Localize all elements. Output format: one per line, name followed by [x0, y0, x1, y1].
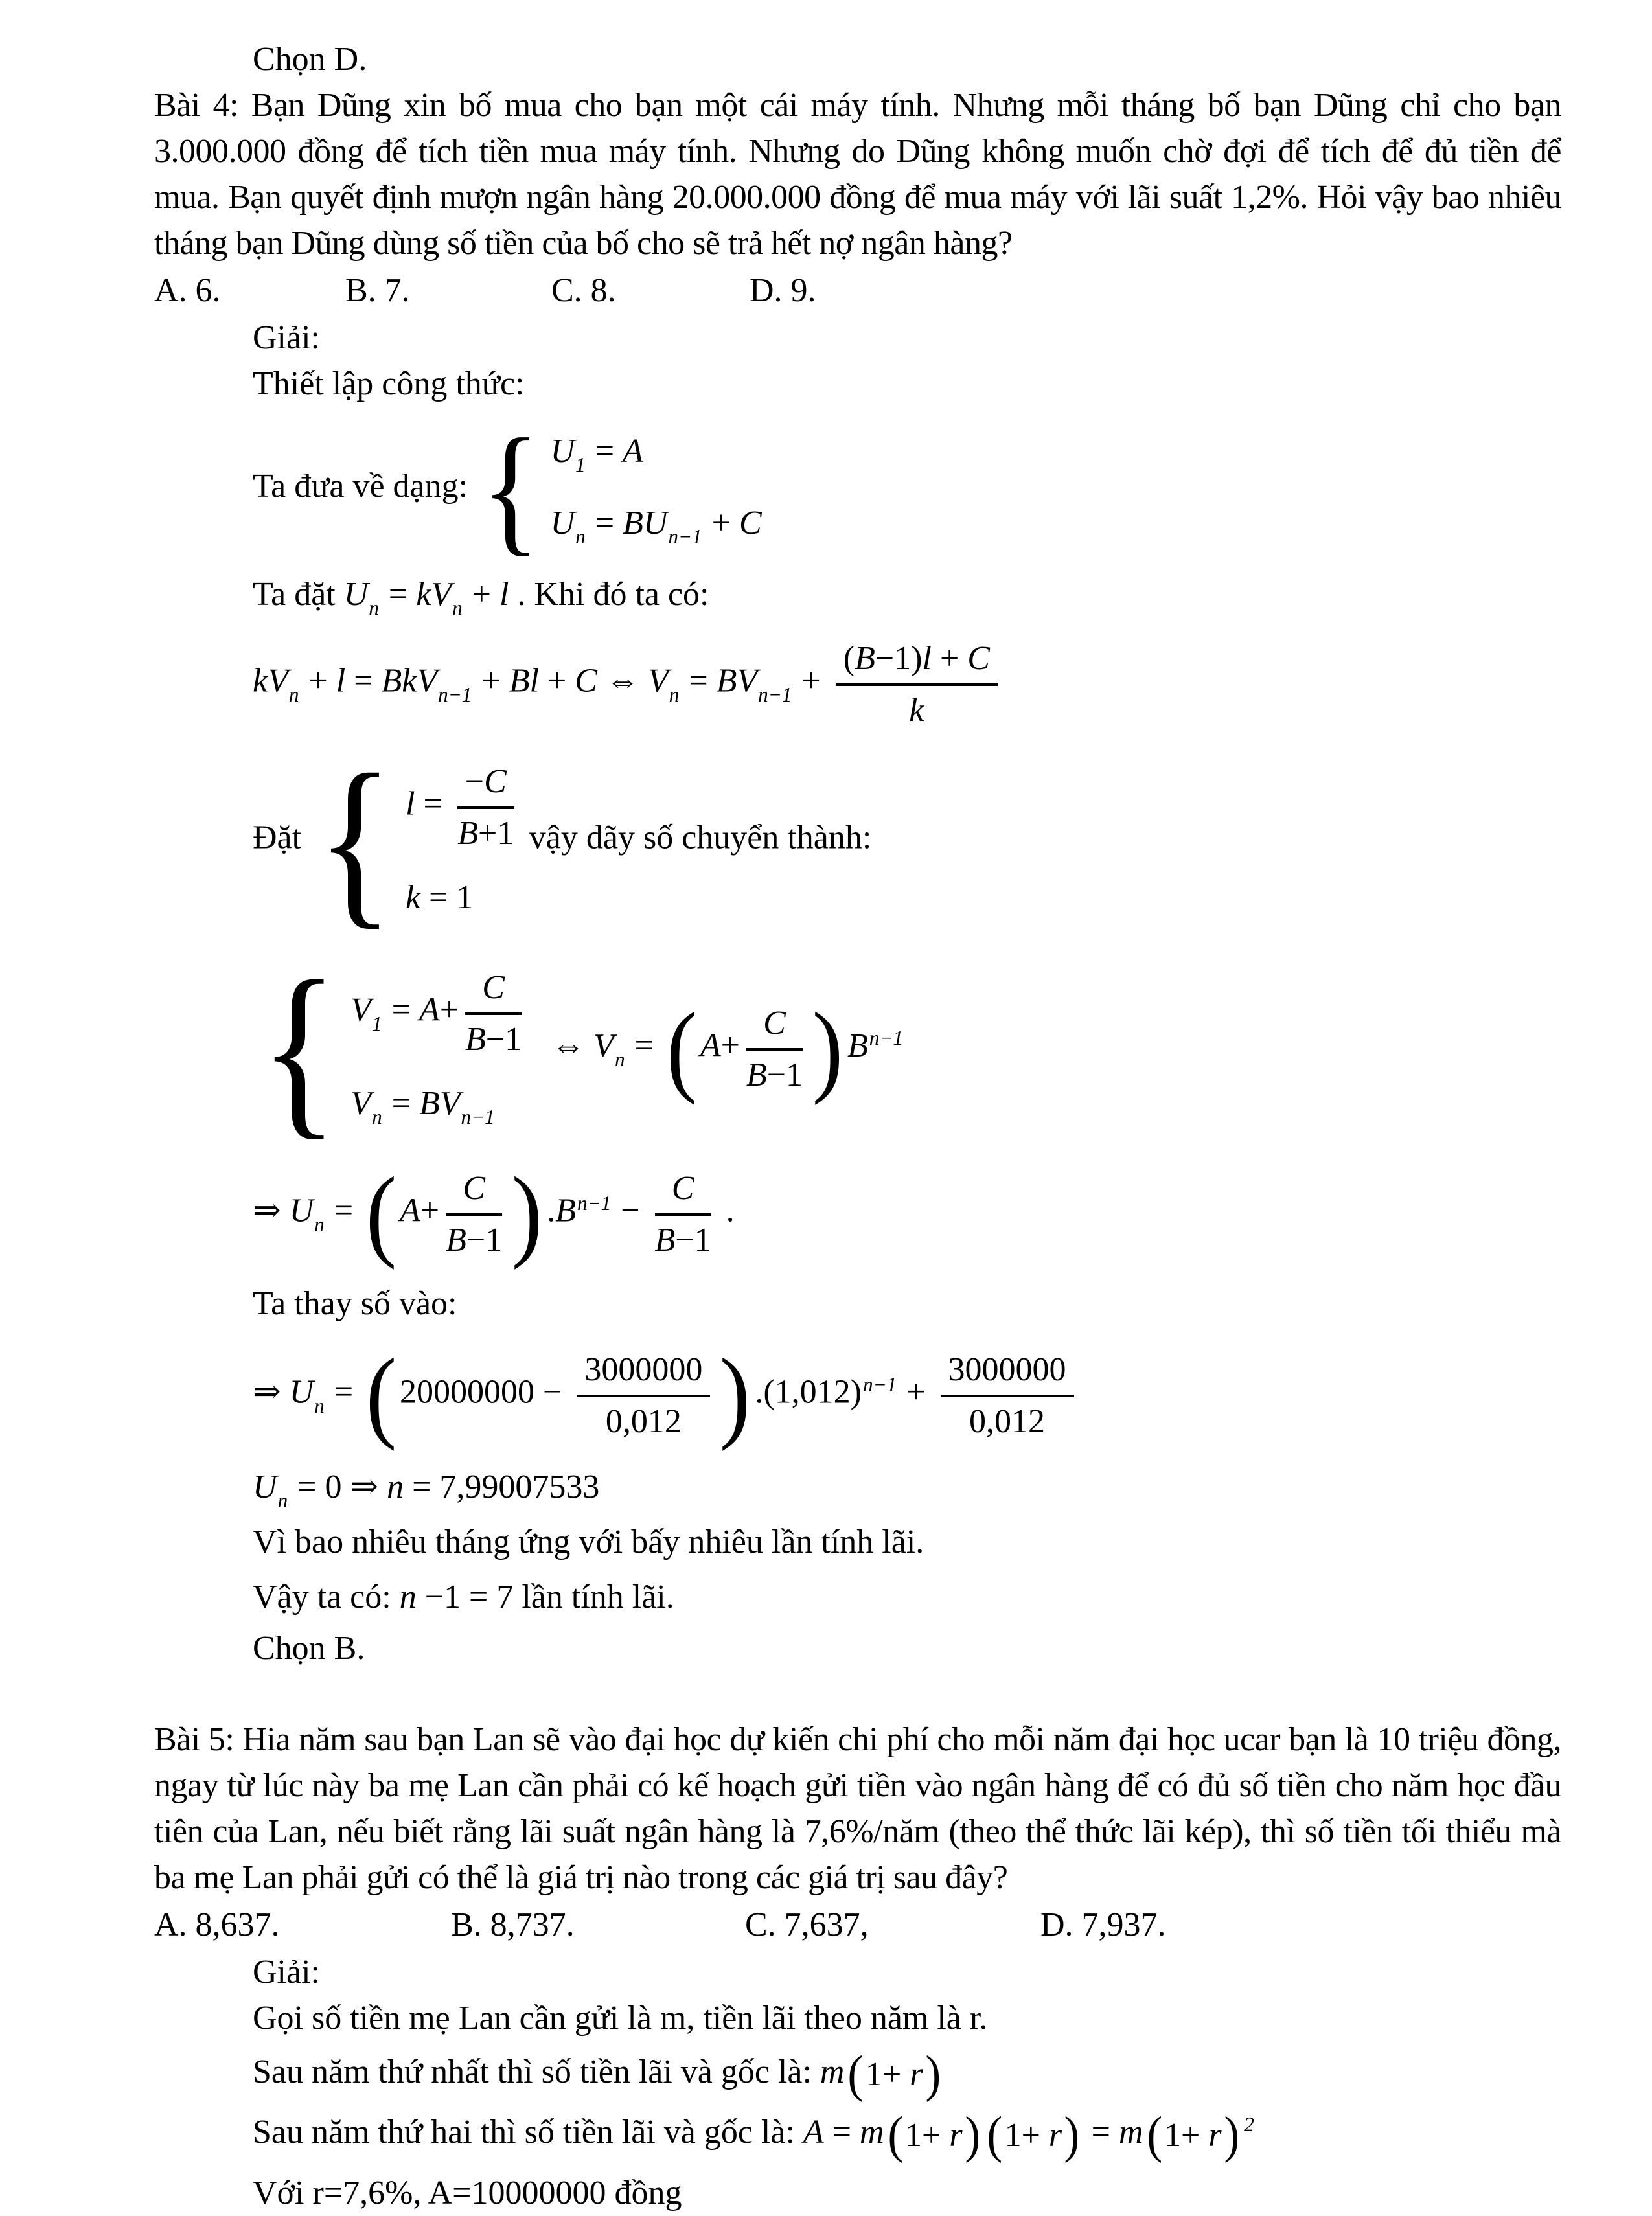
math-cases-system — [253, 941, 528, 1156]
math-variable: C — [671, 1170, 694, 1207]
math-text: 1+ — [1004, 2116, 1049, 2154]
math-text: − — [612, 1192, 648, 1229]
math-variable: A — [400, 1192, 420, 1229]
math-text: 1+ — [1164, 2116, 1209, 2154]
math-paren-group — [847, 2045, 941, 2103]
problem5-goi-line: Gọi số tiền mẹ Lan cần gửi là m, tiền lãi theo năm là r. — [253, 1999, 988, 2037]
formula-substitution-line — [253, 571, 1561, 621]
math-superscript: n−1 — [869, 1027, 903, 1050]
right-paren-glyph: ) — [1223, 2106, 1239, 2164]
math-text: = — [626, 1027, 662, 1065]
math-variable: l — [499, 575, 509, 613]
math-fraction — [446, 1168, 502, 1260]
math-variable: B — [457, 814, 478, 852]
right-paren-glyph: ) — [924, 2045, 941, 2103]
problem5-solution-label: Giải: — [253, 1953, 320, 1991]
math-variable: kV — [416, 575, 452, 613]
math-text: 0,012 — [969, 1403, 1046, 1441]
math-cases-system — [310, 736, 521, 946]
math-variable: A — [419, 991, 440, 1029]
problem4-note-line: Vì bao nhiêu tháng ứng với bấy nhiêu lần tính lãi. — [253, 1523, 924, 1560]
left-paren-glyph: ( — [666, 991, 698, 1106]
math-paren-group — [986, 2106, 1081, 2164]
math-text: Sau năm thứ nhất thì số tiền lãi và gốc là: — [253, 2053, 820, 2090]
left-brace-glyph: { — [316, 736, 394, 946]
math-variable: B — [555, 1192, 576, 1229]
math-case-rows — [350, 967, 528, 1131]
math-variable: U — [289, 1192, 314, 1229]
math-variable: C — [739, 504, 762, 542]
math-variable: C — [967, 639, 990, 677]
math-subscript: n — [288, 683, 299, 706]
math-text: 3000000 — [948, 1351, 1066, 1389]
math-subscript: n−1 — [461, 1106, 495, 1129]
math-text: 3000000 — [584, 1351, 703, 1389]
math-fraction — [746, 1003, 803, 1095]
math-text: + — [931, 639, 968, 677]
math-variable: l — [336, 662, 346, 700]
math-variable: U — [550, 504, 575, 542]
math-text: ⇔ — [551, 1027, 594, 1065]
math-text: = — [586, 504, 623, 542]
math-fraction — [457, 761, 514, 853]
problem5-options — [154, 1902, 1561, 1948]
math-text: = — [383, 1085, 419, 1123]
math-subscript: n−1 — [668, 525, 702, 548]
math-paren-content — [904, 2112, 964, 2158]
math-text: +1 — [478, 814, 514, 852]
math-variable: A — [623, 432, 643, 470]
left-paren-glyph: ( — [365, 1156, 397, 1271]
math-text: ( — [843, 639, 855, 677]
math-text: = 1 — [420, 879, 474, 917]
problem4-thay-so-line: Ta thay số vào: — [253, 1285, 457, 1323]
math-text: −1 — [675, 1221, 711, 1259]
math-variable: C — [463, 1170, 486, 1207]
math-variable: n — [387, 1468, 404, 1505]
math-variable: V — [593, 1027, 614, 1065]
math-text: Vậy ta có: — [253, 1578, 400, 1616]
math-text: 0,012 — [605, 1403, 682, 1440]
math-paren-group — [887, 2106, 981, 2164]
math-paren-content — [1163, 2112, 1223, 2158]
formula-year1 — [253, 2045, 1561, 2103]
right-paren-glyph: ) — [720, 1338, 751, 1452]
problem5-option-a: A. 8,637. — [154, 1906, 280, 1943]
math-subscript: n−1 — [438, 683, 472, 706]
math-text: = 0 ⇒ — [289, 1468, 387, 1505]
math-superscript: 2 — [1244, 2113, 1254, 2136]
math-variable: B — [654, 1221, 676, 1259]
math-variable: A — [700, 1027, 721, 1065]
math-cases-system — [476, 409, 762, 568]
math-variable: m — [860, 2114, 884, 2151]
problem4-option-c: C. 8. — [551, 272, 616, 309]
math-text: + — [439, 991, 459, 1029]
math-variable: U — [289, 1373, 314, 1411]
math-paren-group — [364, 1156, 544, 1271]
math-case-row — [350, 967, 528, 1059]
math-case-row — [406, 874, 473, 920]
formula-v-cases — [253, 941, 1561, 1156]
math-text: + — [473, 662, 509, 700]
math-subscript: n — [372, 1106, 382, 1129]
math-fraction — [941, 1349, 1074, 1441]
math-variable: U — [253, 1468, 277, 1505]
left-paren-glyph: ( — [887, 2106, 903, 2164]
math-variable: A — [803, 2114, 824, 2151]
math-text: .(1,012) — [755, 1373, 862, 1411]
formula-year2 — [253, 2106, 1561, 2164]
formula-un-zero — [253, 1464, 1561, 1514]
math-text: = — [415, 785, 451, 823]
math-fraction — [836, 638, 998, 730]
math-text: + — [793, 662, 829, 700]
math-case-row — [551, 500, 762, 550]
left-paren-glyph: ( — [847, 2045, 864, 2103]
problem4-option-a: A. 6. — [154, 272, 221, 309]
right-paren-glyph: ) — [1064, 2106, 1080, 2164]
problem5-values-line: Với r=7,6%, A=10000000 đồng — [253, 2175, 682, 2212]
math-variable: l — [922, 639, 932, 677]
math-text: = — [680, 662, 717, 700]
math-text: + — [420, 1192, 440, 1229]
math-variable: r — [1208, 2116, 1222, 2154]
math-text: 1+ — [905, 2116, 950, 2154]
problem5-statement: Bài 5: Hia năm sau bạn Lan sẽ vào đại học dự kiến chi phí cho mỗi năm đại học ucar bạn là 10 triệu đồng, ngay từ lúc này ba mẹ Lan cần phải có kế hoạch gửi tiền vào ngân hàng để có đủ số tiền cho năm học đầu tiên của Lan, nếu biết rằng lãi suất ngân hàng là 7,6%/năm (theo thể thức lãi kép), thì số tiền tối thiểu mà ba mẹ Lan phải gửi có thể là giá trị nào trong các giá trị sau đây? — [154, 1720, 1561, 1896]
formula-conclusion — [253, 1574, 1561, 1620]
math-text: ⇒ — [253, 1192, 290, 1229]
math-subscript: 1 — [575, 453, 586, 476]
math-text: ⇔ — [597, 662, 648, 700]
left-paren-glyph: ( — [987, 2106, 1003, 2164]
math-subscript: n — [669, 683, 680, 706]
math-variable: U — [343, 575, 369, 613]
formula-recurrence — [253, 638, 1561, 730]
math-paren-content — [699, 1003, 810, 1095]
math-variable: k — [406, 879, 421, 917]
formula-un-numeric — [253, 1338, 1561, 1452]
math-variable: C — [482, 968, 505, 1006]
math-text: + — [300, 662, 336, 700]
problem4-answer-line: Chọn B. — [253, 1629, 365, 1667]
math-text: . Khi đó ta có: — [509, 575, 709, 613]
math-subscript: n — [314, 1213, 325, 1236]
math-variable: V — [647, 662, 669, 700]
math-text: Đặt — [253, 819, 310, 857]
math-text: Ta đưa về dạng: — [253, 467, 477, 505]
problem4-statement: Bài 4: Bạn Dũng xin bố mua cho bạn một cái máy tính. Nhưng mỗi tháng bố bạn Dũng chỉ cho bạn 3.000.000 đồng để tích tiền mua máy tính. Nhưng do Dũng không muốn chờ đợi để tích để đủ tiền để mua. Bạn quyết định mượn ngân hàng 20.000.000 đồng để mua máy với lãi suất 1,2%. Hỏi vậy bao nhiêu tháng bạn Dũng dùng số tiền của bố cho sẽ trả hết nợ ngân hàng? — [154, 87, 1561, 262]
math-text: −1 — [766, 1057, 803, 1094]
math-text: 1+ — [865, 2056, 910, 2094]
math-text: . — [717, 1192, 735, 1229]
math-case-rows — [551, 428, 762, 550]
math-denominator — [577, 1397, 710, 1441]
math-paren-group — [665, 991, 845, 1106]
math-text: = — [383, 991, 419, 1029]
problem5-option-c: C. 7,637, — [745, 1906, 869, 1943]
math-case-row — [551, 428, 643, 478]
problem4-option-b: B. 7. — [345, 272, 410, 309]
math-text: −1) — [875, 639, 923, 677]
math-denominator — [457, 809, 514, 853]
math-text: = 7,99007533 — [404, 1468, 600, 1505]
problem3-answer-line: Chọn D. — [253, 41, 367, 78]
math-superscript: n−1 — [577, 1191, 612, 1215]
math-text: + — [720, 1027, 740, 1065]
math-text: + — [703, 504, 739, 542]
math-text: = — [1083, 2114, 1119, 2151]
math-denominator — [836, 686, 998, 730]
right-paren-glyph: ) — [812, 991, 843, 1106]
math-variable: BU — [623, 504, 668, 542]
math-paren-content — [398, 1349, 718, 1441]
math-subscript: n — [575, 525, 586, 548]
problem4-option-d: D. 9. — [750, 272, 816, 309]
math-variable: C — [763, 1005, 786, 1042]
problem4-solution-label: Giải: — [253, 319, 320, 356]
math-paren-group — [364, 1338, 752, 1452]
math-case-row — [406, 761, 521, 853]
formula-un-general — [253, 1156, 1561, 1271]
math-superscript: n−1 — [862, 1373, 897, 1396]
math-subscript: n — [369, 596, 379, 619]
math-subscript: n — [614, 1048, 625, 1071]
math-text: −1 = 7 lần tính lãi. — [416, 1578, 674, 1616]
math-variable: V — [350, 1085, 372, 1123]
math-paren-content — [398, 1168, 510, 1260]
math-text: + — [538, 662, 575, 700]
math-variable: m — [1118, 2114, 1143, 2151]
left-paren-glyph: ( — [365, 1338, 397, 1452]
math-fraction — [655, 1168, 711, 1260]
math-variable: B — [847, 1027, 868, 1065]
problem4-options — [154, 268, 1561, 314]
math-text: = — [380, 575, 417, 613]
math-variable: r — [949, 2116, 963, 2154]
math-text: + — [463, 575, 499, 613]
math-text: 20000000 − — [400, 1373, 571, 1411]
math-text: = — [325, 1373, 362, 1411]
math-subscript: n — [277, 1489, 288, 1512]
math-variable: B — [746, 1057, 767, 1094]
formula-dat-cases — [253, 736, 1561, 946]
math-variable: n — [399, 1578, 417, 1616]
math-variable: k — [909, 691, 924, 729]
math-text: − — [465, 762, 485, 800]
math-fraction — [577, 1349, 710, 1441]
math-numerator — [457, 761, 514, 809]
left-paren-glyph: ( — [1146, 2106, 1162, 2164]
math-paren-content — [1004, 2112, 1064, 2158]
math-variable: B — [446, 1221, 466, 1259]
math-numerator — [941, 1349, 1074, 1397]
math-denominator — [941, 1397, 1074, 1441]
math-variable: BV — [419, 1085, 461, 1123]
right-paren-glyph: ) — [511, 1156, 543, 1271]
problem4-setup-line: Thiết lập công thức: — [253, 365, 525, 402]
math-variable: B — [855, 639, 875, 677]
math-text: + — [898, 1373, 934, 1411]
math-text: . — [547, 1192, 556, 1229]
math-denominator — [655, 1216, 711, 1260]
math-subscript: n−1 — [758, 683, 792, 706]
math-paren-content — [864, 2051, 924, 2097]
math-denominator — [446, 1216, 502, 1260]
math-text: ⇒ — [253, 1373, 290, 1411]
math-subscript: n — [452, 596, 463, 619]
math-case-row — [350, 1080, 496, 1130]
math-variable: BV — [716, 662, 758, 700]
math-text: Ta đặt — [253, 575, 344, 613]
math-variable: B — [465, 1020, 486, 1058]
math-text: = — [823, 2114, 860, 2151]
math-text: = — [345, 662, 382, 700]
math-numerator — [746, 1003, 803, 1051]
math-variable: m — [820, 2053, 845, 2090]
math-case-rows — [406, 761, 521, 921]
math-fraction — [465, 967, 522, 1059]
math-text: −1 — [466, 1221, 503, 1259]
left-brace-glyph: { — [481, 409, 540, 568]
math-variable: U — [550, 432, 575, 470]
math-variable: C — [484, 762, 507, 800]
math-variable: Bl — [509, 662, 539, 700]
left-brace-glyph: { — [259, 941, 339, 1156]
math-variable: l — [406, 785, 415, 823]
right-paren-glyph: ) — [964, 2106, 980, 2164]
math-text: vậy dãy số chuyển thành: — [520, 819, 872, 857]
math-variable: V — [350, 991, 372, 1029]
math-variable: kV — [253, 662, 288, 700]
math-denominator — [746, 1051, 803, 1095]
problem5-option-d: D. 7,937. — [1040, 1906, 1166, 1943]
math-denominator — [465, 1015, 522, 1059]
math-variable: r — [910, 2056, 923, 2094]
math-numerator — [446, 1168, 502, 1216]
math-numerator — [465, 967, 522, 1015]
math-numerator — [836, 638, 998, 686]
math-subscript: 1 — [372, 1012, 382, 1035]
math-text: = — [586, 432, 623, 470]
math-variable: BkV — [381, 662, 438, 700]
math-variable: C — [575, 662, 597, 700]
problem5-option-b: B. 8,737. — [451, 1906, 575, 1943]
math-variable: r — [1048, 2116, 1062, 2154]
math-text: −1 — [485, 1020, 522, 1058]
math-text: Sau năm thứ hai thì số tiền lãi và gốc là: — [253, 2114, 803, 2151]
math-numerator — [655, 1168, 711, 1216]
math-paren-group — [1146, 2106, 1241, 2164]
formula-sequence-system — [253, 409, 1561, 568]
math-numerator — [577, 1349, 710, 1397]
math-text: = — [325, 1192, 362, 1229]
math-subscript: n — [314, 1394, 325, 1417]
